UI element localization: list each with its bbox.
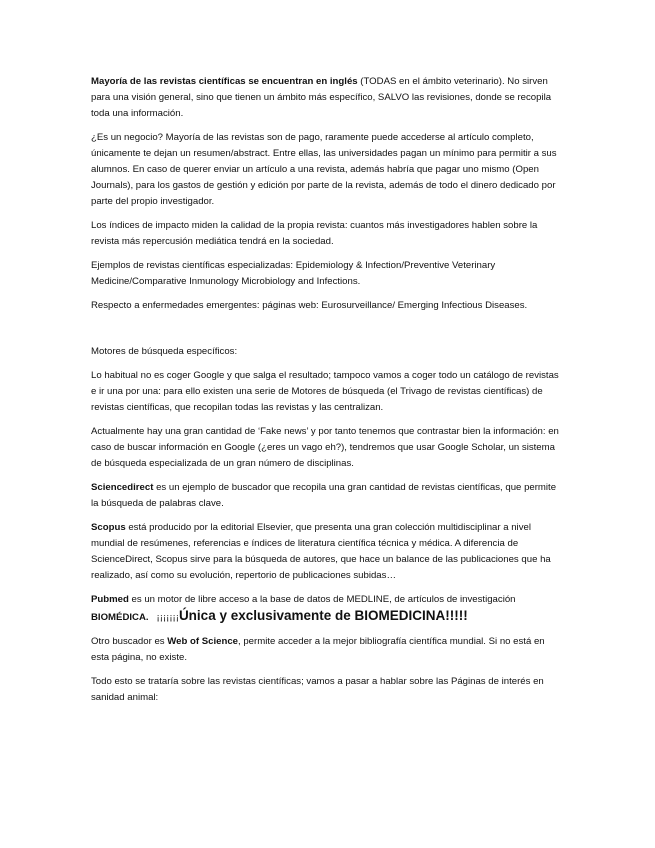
exclamation-marks: ¡¡¡¡¡¡¡ (148, 612, 179, 623)
paragraph-text: es un ejemplo de buscador que recopila una gran cantidad de revistas científicas, que permite la búsqueda de palabras clave. (91, 482, 557, 509)
paragraph-text: Otro buscador es (91, 636, 168, 647)
paragraph-pubmed (91, 592, 563, 626)
paragraph-examples: Ejemplos de revistas científicas especializadas: Epidemiology & Infection/Preventive Veterinary Medicine/Comparative Inmunology Microbiology and Infections. (91, 260, 496, 287)
paragraph-sciencedirect (91, 480, 563, 512)
bold-term: Web of Science (167, 636, 238, 647)
paragraph-business: ¿Es un negocio? Mayoría de las revistas son de pago, raramente puede accederse al artículo completo, únicamente te dejan un resumen/abstract. Entre ellas, las universidades pagan un mínimo para permitir a sus alumnos. En caso de querer enviar un artículo a una revista, además habría que pagar uno mismo (Open Journals), para los gastos de gestión y edición por parte de la revista, además de todo el dinero dedicado por parte del propio investigador. (91, 132, 557, 207)
paragraph-text: es un motor de libre acceso a la base de datos de MEDLINE, de artículos de investigación (128, 594, 516, 605)
paragraph-emerging: Respecto a enfermedades emergentes: páginas web: Eurosurveillance/ Emerging Infectious Diseases. (91, 300, 528, 311)
document-page (91, 74, 563, 714)
paragraph-languages (91, 74, 563, 122)
bold-term: Pubmed (91, 594, 129, 605)
paragraph-impact: Los índices de impacto miden la calidad de la propia revista: cuantos más investigadores hablen sobre la revista más repercusión mediática tendrá en la sociedad. (91, 220, 538, 247)
paragraph-text: está producido por la editorial Elsevier, que presenta una gran colección multidisciplinar a nivel mundial de resúmenes, referencias e índices de literatura científica técnica y médica. A diferencia de ScienceDirect, Scopus sirve para la búsqueda de autores, que hace un balance de las publicaciones que ha realizado, así como su evolución, repertorio de publicaciones subidas… (91, 522, 551, 581)
paragraph-scopus (91, 520, 563, 584)
bold-term: BIOMÉDICA. (91, 612, 149, 623)
paragraph-search-engines: Lo habitual no es coger Google y que salga el resultado; tampoco vamos a coger todo un catálogo de revistas e ir una por una: para ello existen una serie de Motores de búsqueda (el Trivago de revistas científicas) de revistas científicas, que recopilan todas las revistas y las centralizan. (91, 370, 559, 413)
bold-term: Sciencedirect (91, 482, 154, 493)
emphasis-text: Única y exclusivamente de BIOMEDICINA!!!!! (178, 608, 468, 623)
paragraph-fake-news: Actualmente hay una gran cantidad de ‘Fake news’ y por tanto tenemos que contrastar bien la información: en caso de buscar información en Google (¿eres un vago eh?), tendremos que usar Google Scholar, un sistema de búsqueda especializada de un gran número de disciplinas. (91, 426, 559, 469)
section-heading: Motores de búsqueda específicos: (91, 346, 238, 357)
spacer (91, 322, 563, 344)
paragraph-web-of-science (91, 634, 563, 666)
paragraph-text: , permite acceder a la mejor bibliografía científica mundial. Si no está en esta página, no existe. (91, 636, 545, 663)
bold-term: Scopus (91, 522, 126, 533)
paragraph-closing: Todo esto se trataría sobre las revistas científicas; vamos a pasar a hablar sobre las Páginas de interés en sanidad animal: (91, 676, 544, 703)
bold-phrase: Mayoría de las revistas científicas se encuentran en inglés (91, 76, 358, 87)
paragraph-text: (TODAS en el ámbito veterinario). No sirven para una visión general, sino que tienen un ámbito más específico, SALVO las revisiones, donde se recopila toda una información. (91, 76, 552, 119)
